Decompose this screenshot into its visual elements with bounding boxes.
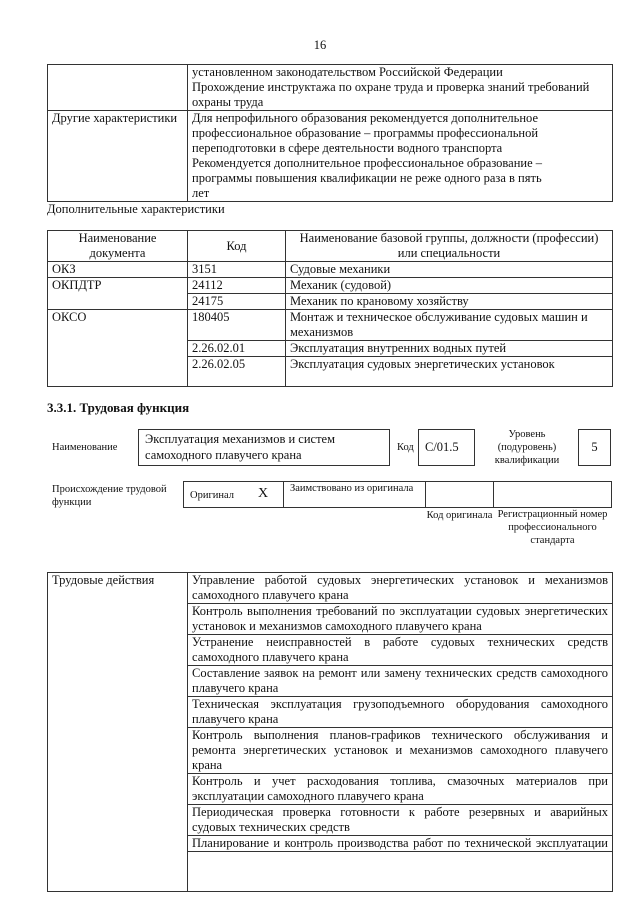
- cell: Судовые механики: [286, 262, 613, 278]
- list-item: Контроль и учет расходования топлива, смазочных материалов при эксплуатации самоходного плавучего крана: [188, 774, 613, 805]
- list-item: Периодическая проверка готовности к работе резервных и аварийных судовых технических средств: [188, 805, 613, 836]
- origin-label: Происхождение трудовой функции: [52, 484, 167, 508]
- page-number: 16: [313, 38, 327, 52]
- header-name: Наименование базовой группы, должности (профессии) или специальности: [286, 231, 613, 262]
- cell-line: Для непрофильного образования рекомендуется дополнительное профессиональное образование – программы профессиональной переподготовки в сфере деятельности водного транспорта: [192, 111, 539, 155]
- cell-line: установленном законодательством Российской Федерации: [192, 65, 503, 79]
- list-item: Устранение неисправностей в работе судовых технических средств самоходного плавучего крана: [188, 635, 613, 666]
- other-characteristics-table: [47, 64, 613, 202]
- function-code-box: C/01.5: [418, 429, 475, 466]
- reg-caption: Регистрационный номер профессионального стандарта: [497, 509, 608, 546]
- cell: Монтаж и техническое обслуживание судовых машин и механизмов: [286, 310, 613, 341]
- list-item: Составление заявок на ремонт или замену технических средств самоходного плавучего крана: [188, 666, 613, 697]
- cell-line: Рекомендуется дополнительное профессиональное образование – программы повышения квалификации не реже одного раза в пять лет: [192, 156, 543, 200]
- cell: 2.26.02.05: [188, 357, 286, 387]
- cell: 180405: [188, 310, 286, 341]
- labor-actions-wrapper: [47, 572, 614, 905]
- cell: Эксплуатация судовых энергетических установок: [286, 357, 613, 387]
- qualification-level-box: 5: [578, 429, 611, 466]
- function-name-box: Эксплуатация механизмов и систем самоходного плавучего крана: [138, 429, 390, 466]
- table-row: [48, 310, 613, 341]
- list-item: Планирование и контроль производства работ по технической эксплуатации: [188, 836, 613, 852]
- classification-table: [47, 230, 613, 387]
- header-code: Код: [188, 231, 286, 262]
- cell: 2.26.02.01: [188, 341, 286, 357]
- cell: ОКЗ: [48, 262, 188, 278]
- table-row: [48, 65, 613, 111]
- original-label: Оригинал: [190, 490, 234, 501]
- list-item: Контроль выполнения требований по эксплуатации судовых энергетических установок и механизмов самоходного плавучего крана: [188, 604, 613, 635]
- cell: 3151: [188, 262, 286, 278]
- labor-actions-label: Трудовые действия: [48, 573, 188, 892]
- list-item: Управление работой судовых энергетических установок и механизмов самоходного плавучего крана: [188, 573, 613, 604]
- code-caption: Код оригинала: [426, 510, 493, 521]
- table-row: [48, 278, 613, 294]
- registration-number-cell: [493, 481, 612, 508]
- table-header: [48, 231, 613, 262]
- cell: Эксплуатация внутренних водных путей: [286, 341, 613, 357]
- borrowed-cell[interactable]: Заимствовано из оригинала: [283, 481, 426, 508]
- section-title: 3.3.1. Трудовая функция: [47, 400, 190, 415]
- cell: ОКПДТР: [48, 278, 188, 310]
- list-item: Контроль выполнения планов-графиков технического обслуживания и ремонта энергетических установок и механизмов самоходного плавучего крана: [188, 728, 613, 774]
- original-cell[interactable]: [183, 481, 284, 508]
- name-label: Наименование: [52, 442, 118, 453]
- labor-actions-table: [47, 572, 613, 892]
- additional-title: Дополнительные характеристики: [47, 202, 225, 216]
- cell: Механик (судовой): [286, 278, 613, 294]
- table-row: [48, 111, 613, 202]
- original-mark: X: [258, 486, 269, 501]
- cell-line: Прохождение инструктажа по охране труда и проверка знаний требований охраны труда: [192, 80, 590, 109]
- row-label: Другие характеристики: [48, 111, 188, 202]
- original-code-cell: [425, 481, 494, 508]
- cell: Механик по крановому хозяйству: [286, 294, 613, 310]
- list-item: Техническая эксплуатация грузоподъемного оборудования самоходного плавучего крана: [188, 697, 613, 728]
- row-label: [48, 65, 188, 111]
- cell: ОКСО: [48, 310, 188, 387]
- table-row: [48, 262, 613, 278]
- code-label: Код: [397, 442, 414, 453]
- level-label: Уровень (подуровень) квалификации: [494, 429, 560, 466]
- cell: 24175: [188, 294, 286, 310]
- header-doc: Наименование документа: [48, 231, 188, 262]
- cell: 24112: [188, 278, 286, 294]
